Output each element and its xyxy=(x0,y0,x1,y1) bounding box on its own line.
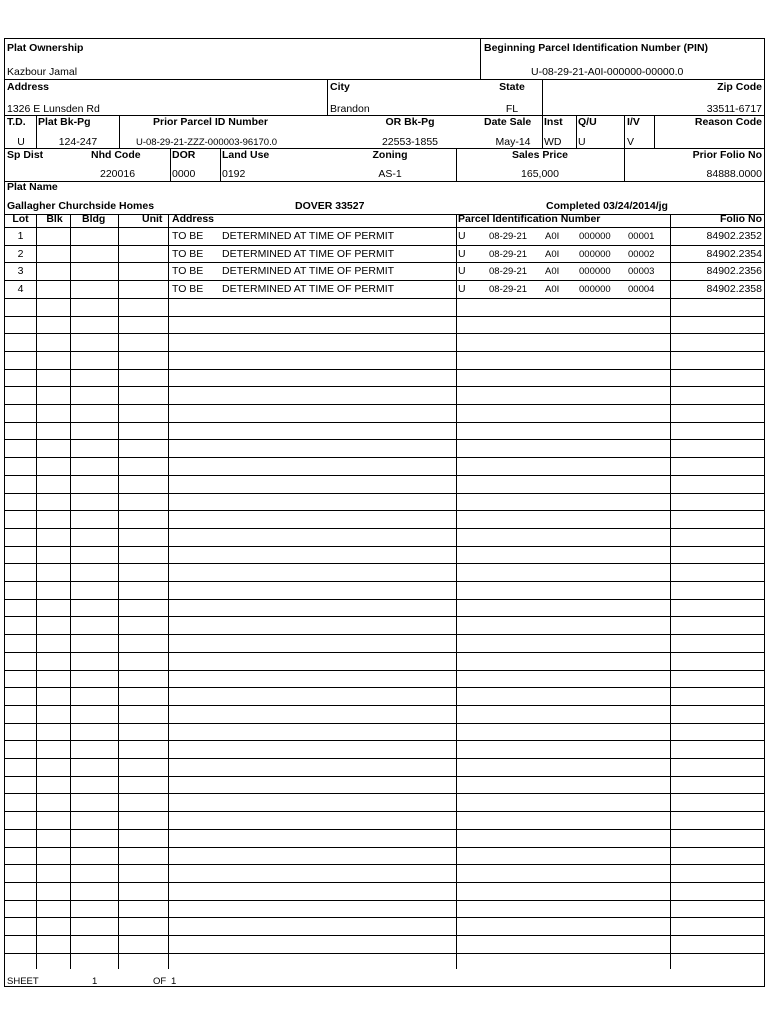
row-pin-lot: 00003 xyxy=(628,266,655,277)
datesale-label: Date Sale xyxy=(484,116,532,128)
iv-label: I/V xyxy=(627,116,640,128)
landuse-label: Land Use xyxy=(222,149,270,161)
row-pin-block: 000000 xyxy=(579,284,611,295)
sales-label: Sales Price xyxy=(511,149,569,161)
prior-parcel-label: Prior Parcel ID Number xyxy=(153,116,268,128)
zoning-value: AS-1 xyxy=(378,168,402,180)
iv-value: V xyxy=(627,136,635,148)
col-address: Address xyxy=(172,213,215,225)
platbkpg-value: 124-247 xyxy=(58,136,98,148)
col-unit: Unit xyxy=(142,213,163,225)
nhd-label: Nhd Code xyxy=(91,149,141,161)
row-folio: 84902.2358 xyxy=(706,283,762,295)
owner-name: Kazbour Jamal xyxy=(7,66,78,78)
row-pin-str: 08-29-21 xyxy=(489,231,528,242)
row-address-part1: TO BE xyxy=(172,265,204,277)
col-bldg: Bldg xyxy=(82,213,106,225)
priorfolio-label: Prior Folio No xyxy=(692,149,762,161)
landuse-value: 0192 xyxy=(222,168,246,180)
nhd-value: 220016 xyxy=(100,168,136,180)
row-address-part1: TO BE xyxy=(172,248,204,260)
col-pin: Parcel Identification Number xyxy=(458,213,601,225)
row-pin-lot: 00004 xyxy=(628,284,655,295)
dor-label: DOR xyxy=(172,149,196,161)
row-lot: 2 xyxy=(17,248,24,260)
qu-label: Q/U xyxy=(578,116,597,128)
td-label: T.D. xyxy=(7,116,26,128)
plat-form xyxy=(4,38,765,987)
row-lot: 4 xyxy=(17,283,24,295)
row-address-part2: DETERMINED AT TIME OF PERMIT xyxy=(222,283,395,295)
dor-value: 0000 xyxy=(172,168,196,180)
prior-parcel-value: U-08-29-21-ZZZ-000003-96170.0 xyxy=(136,137,277,148)
row-lot: 1 xyxy=(17,230,24,242)
zoning-label: Zoning xyxy=(372,149,408,161)
row-pin-block: 000000 xyxy=(579,249,611,260)
row-address-part1: TO BE xyxy=(172,230,204,242)
priorfolio-value: 84888.0000 xyxy=(706,168,762,180)
row-folio: 84902.2352 xyxy=(706,230,762,242)
of-label: OF xyxy=(153,976,167,987)
spdist-label: Sp Dist xyxy=(7,149,44,161)
plat-ownership-label: Plat Ownership xyxy=(7,42,84,54)
col-lot: Lot xyxy=(12,213,29,225)
col-blk: Blk xyxy=(46,213,63,225)
address-label: Address xyxy=(7,81,50,93)
col-folio: Folio No xyxy=(720,213,762,225)
pin-value: U-08-29-21-A0I-000000-00000.0 xyxy=(531,66,684,78)
qu-value: U xyxy=(578,136,586,148)
row-pin-sub: A0I xyxy=(545,284,560,295)
zip-label: Zip Code xyxy=(717,81,762,93)
inst-label: Inst xyxy=(544,116,563,128)
address-value: 1326 E Lunsden Rd xyxy=(7,103,100,115)
inst-value: WD xyxy=(544,136,562,148)
row-address-part1: TO BE xyxy=(172,283,204,295)
row-pin-prefix: U xyxy=(458,248,466,260)
row-pin-prefix: U xyxy=(458,283,466,295)
row-lot: 3 xyxy=(17,265,24,277)
row-pin-sub: A0I xyxy=(545,266,560,277)
platbkpg-label: Plat Bk-Pg xyxy=(38,116,91,128)
plat-name-value: Gallagher Churchside Homes xyxy=(7,200,155,212)
row-address-part2: DETERMINED AT TIME OF PERMIT xyxy=(222,248,395,260)
plat-name-label: Plat Name xyxy=(7,181,58,193)
city-value: Brandon xyxy=(330,103,370,115)
row-pin-str: 08-29-21 xyxy=(489,284,528,295)
row-pin-str: 08-29-21 xyxy=(489,266,528,277)
row-pin-prefix: U xyxy=(458,265,466,277)
row-pin-lot: 00001 xyxy=(628,231,655,242)
row-pin-prefix: U xyxy=(458,230,466,242)
td-value: U xyxy=(17,136,25,148)
row-pin-sub: A0I xyxy=(545,249,560,260)
state-value: FL xyxy=(505,103,519,115)
row-pin-sub: A0I xyxy=(545,231,560,242)
sheet-label: SHEET xyxy=(7,976,39,987)
plat-city-zip: DOVER 33527 xyxy=(295,200,365,212)
plat-completed: Completed 03/24/2014/jg xyxy=(546,200,668,212)
row-folio: 84902.2356 xyxy=(706,265,762,277)
zip-value: 33511-6717 xyxy=(706,103,762,115)
row-address-part2: DETERMINED AT TIME OF PERMIT xyxy=(222,265,395,277)
orbkpg-value: 22553-1855 xyxy=(381,136,439,148)
city-label: City xyxy=(330,81,350,93)
row-address-part2: DETERMINED AT TIME OF PERMIT xyxy=(222,230,395,242)
row-pin-str: 08-29-21 xyxy=(489,249,528,260)
row-pin-block: 000000 xyxy=(579,266,611,277)
orbkpg-label: OR Bk-Pg xyxy=(385,116,435,128)
state-label: State xyxy=(499,81,525,93)
of-number: 1 xyxy=(171,976,177,987)
row-pin-block: 000000 xyxy=(579,231,611,242)
row-folio: 84902.2354 xyxy=(706,248,762,260)
sheet-number: 1 xyxy=(92,976,98,987)
pin-label: Beginning Parcel Identification Number (PIN) xyxy=(484,42,709,54)
datesale-value: May-14 xyxy=(495,136,531,148)
sales-value: 165,000 xyxy=(521,168,559,180)
row-pin-lot: 00002 xyxy=(628,249,655,260)
reason-label: Reason Code xyxy=(694,116,762,128)
